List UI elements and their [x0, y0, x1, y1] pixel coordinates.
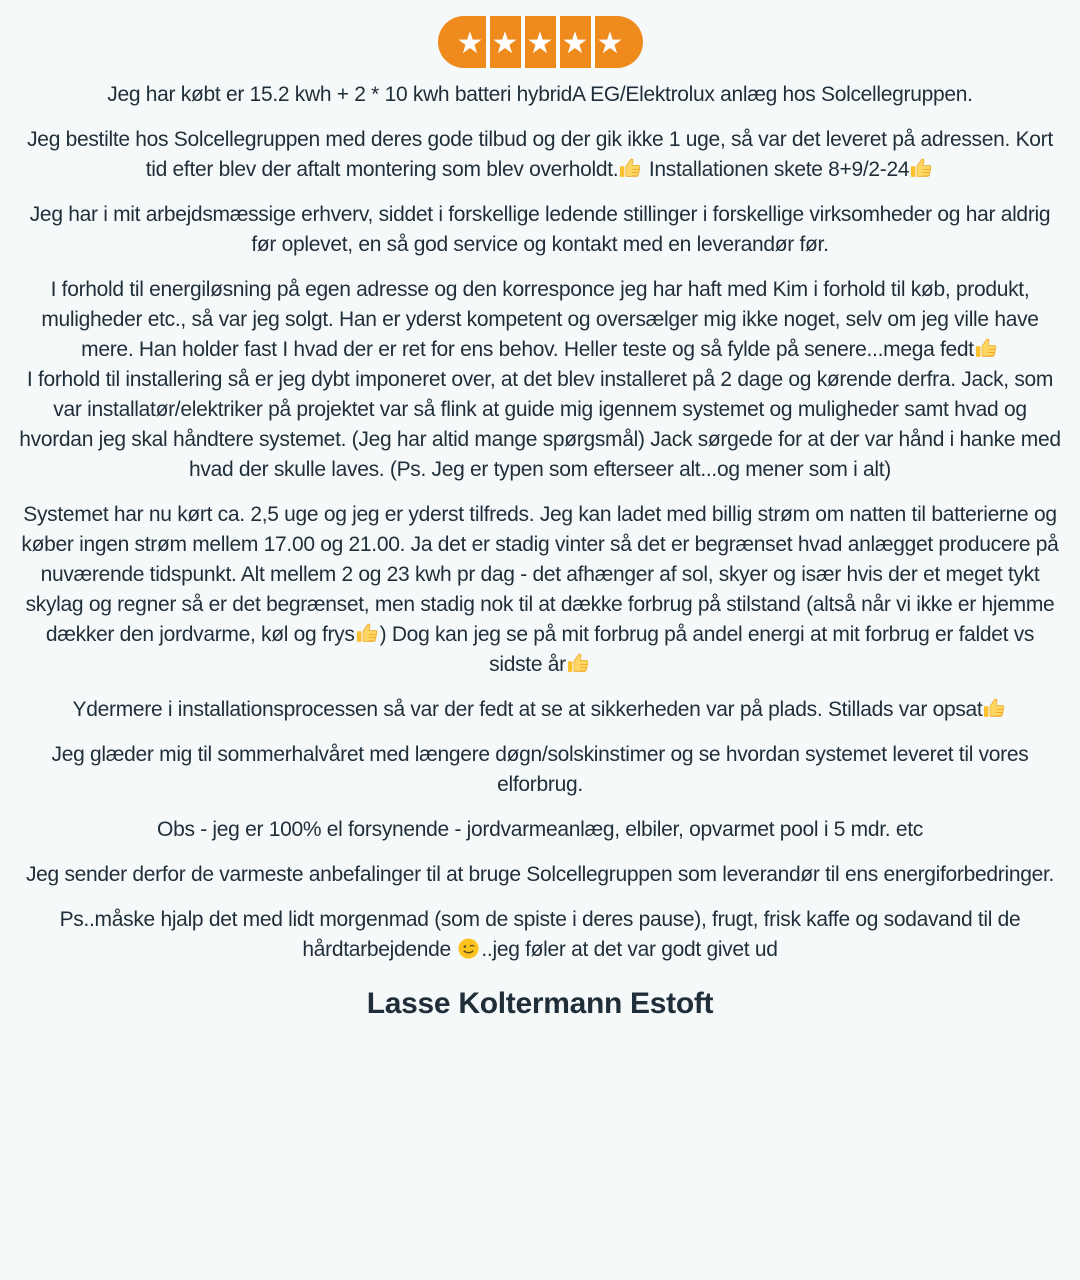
review-paragraph: Ydermere i installationsprocessen så var der fedt at se at sikkerheden var på plads. Stillads var opsat [17, 695, 1063, 725]
thumbs-up-icon [983, 697, 1006, 720]
thumbs-up-icon [356, 622, 379, 645]
star-icon: ★ [561, 26, 589, 60]
star-rating [438, 16, 643, 68]
review-paragraph: I forhold til energiløsning på egen adresse og den korresponce jeg har haft med Kim i forhold til køb, produkt, muligheder etc., så var jeg solgt. Han er yderst kompetent og oversælger mig ikke noget, selv om jeg ville have mere. Han holder fast I hvad der er ret for ens behov. Heller teste og så fylde på senere...mega fedt I forhold til installering så er jeg dybt imponeret over, at det blev installeret på 2 dage og kørende derfra. Jack, som var installatør/elektriker på projektet var så flink at guide mig igennem systemet og muligheder samt hvad og hvordan jeg skal håndtere systemet. (Jeg har altid mange spørgsmål) Jack sørgede for at der var hånd i hanke med hvad der skulle laves. (Ps. Jeg er typen som efterseer alt...og mener som i alt) [19, 278, 1061, 481]
star-icon: ★ [526, 26, 554, 60]
star-icon: ★ [596, 26, 624, 60]
review-paragraph: Jeg glæder mig til sommerhalvåret med længere døgn/solskinstimer og se hvordan systemet leveret til vores elforbrug. [51, 743, 1029, 796]
star-icon: ★ [491, 26, 519, 60]
review-paragraph: Systemet har nu kørt ca. 2,5 uge og jeg er yderst tilfreds. Jeg kan ladet med billig strøm om natten til batterierne og køber ingen strøm mellem 17.00 og 21.00. Ja det er stadig vinter så det er begrænset hvad anlægget producere på nuværende tidspunkt. Alt mellem 2 og 23 kwh pr dag - det afhænger af sol, skyer og især hvis der et meget tykt skylag og regner så er det begrænset, men stadig nok til at dække forbrug på stilstand (altså når vi ikke er hjemme dækker den jordvarme, køl og frys ) Dog kan jeg se på mit forbrug på andel energi at mit forbrug er faldet vs sidste år [21, 503, 1059, 676]
wink-emoji-icon [457, 937, 480, 960]
review-paragraph: Jeg har købt er 15.2 kwh + 2 * 10 kwh batteri hybridA EG/Elektrolux anlæg hos Solcellegruppen. [107, 83, 973, 106]
thumbs-up-icon [567, 652, 590, 675]
thumbs-up-icon [910, 157, 933, 180]
review-paragraph: Jeg har i mit arbejdsmæssige erhverv, siddet i forskellige ledende stillinger i forskellige virksomheder og har aldrig før oplevet, en så god service og kontakt med en leverandør før. [29, 203, 1051, 256]
review-paragraph: Jeg sender derfor de varmeste anbefalinger til at bruge Solcellegruppen som leverandør til ens energiforbedringer. [25, 863, 1055, 886]
thumbs-up-icon [975, 337, 998, 360]
star-icon: ★ [456, 26, 484, 60]
review-body [17, 80, 1063, 965]
review-paragraph: Obs - jeg er 100% el forsynende - jordvarmeanlæg, elbiler, opvarmet pool i 5 mdr. etc [157, 818, 923, 841]
thumbs-up-icon [619, 157, 642, 180]
reviewer-name: Lasse Koltermann Estoft [366, 987, 714, 1020]
review-paragraph: Ps..måske hjalp det med lidt morgenmad (som de spiste i deres pause), frugt, frisk kaffe og sodavand til de hårdtarbejdende ..jeg føler at det var godt givet ud [59, 908, 1021, 961]
review-paragraph: Jeg bestilte hos Solcellegruppen med deres gode tilbud og der gik ikke 1 uge, så var det leveret på adressen. Kort tid efter blev der aftalt montering som blev overholdt. Installationen skete 8+9/2-24 [27, 128, 1053, 181]
